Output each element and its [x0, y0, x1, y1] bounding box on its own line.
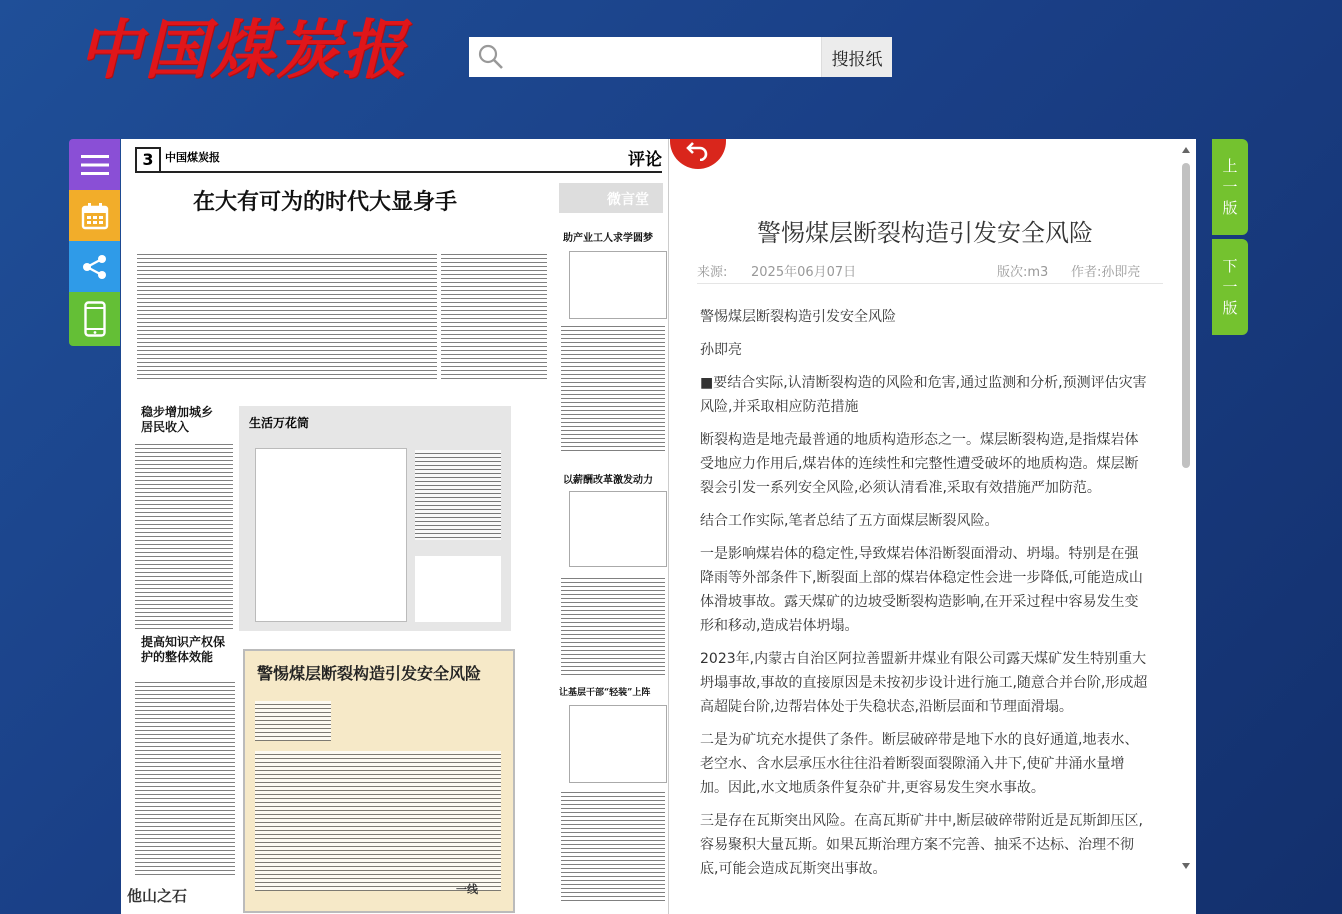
search-button[interactable]: 搜报纸	[821, 37, 892, 77]
article-text-block[interactable]	[137, 251, 437, 381]
highlighted-article[interactable]	[243, 649, 515, 913]
cartoon-illustration	[255, 448, 407, 622]
article-author: 作者:孙即亮	[1071, 265, 1141, 280]
newspaper-logo[interactable]: 中国煤炭报	[78, 13, 408, 88]
article-meta	[697, 261, 1163, 284]
article-title: 警惕煤层断裂构造引发安全风险	[757, 219, 1093, 247]
scroll-up-arrow-icon[interactable]	[1182, 147, 1190, 153]
article-paragraph: 三是存在瓦斯突出风险。在高瓦斯矿井中,断层破碎带附近是瓦斯卸压区,容易聚积大量瓦斯。如果瓦斯治理方案不完善、抽采不达标、治理不彻底,可能会造成瓦斯突出事故。	[700, 813, 1143, 877]
menu-button[interactable]	[69, 139, 120, 190]
mobile-icon	[84, 301, 106, 337]
next-page-button[interactable]	[1212, 239, 1248, 335]
article-text-block[interactable]	[561, 323, 665, 451]
side-article-title[interactable]: 以薪酬改革激发动力	[563, 475, 653, 486]
side-article-title[interactable]: 让基层干部“轻装”上阵	[559, 688, 651, 698]
article-paragraph: 2023年,内蒙古自治区阿拉善盟新井煤业有限公司露天煤矿发生特别重大坍塌事故,事故的直接原因是未按初步设计进行施工,随意合并台阶,形成超高超陡台阶,边帮岩体处于失稳状态,沿断层面和节理面滑塌。	[700, 651, 1148, 715]
back-arrow-icon	[686, 139, 710, 161]
scroll-thumb[interactable]	[1182, 163, 1190, 468]
cartoon-section-title: 生活万花筒	[249, 416, 310, 430]
menu-icon	[81, 153, 109, 177]
footer-tag: 一线	[456, 883, 478, 896]
side-article-title[interactable]: 提高知识产权保护的整体效能	[141, 635, 226, 664]
article-paragraph: 二是为矿坑充水提供了条件。断层破碎带是地下水的良好通道,地表水、老空水、含水层承压水往往沿着断裂面裂隙涌入井下,使矿井涌水量增加。因此,水文地质条件复杂矿井,更容易发生突水事故。	[700, 732, 1139, 796]
article-text-block[interactable]	[561, 575, 665, 675]
search-input[interactable]	[513, 37, 821, 77]
article-text-block	[255, 751, 501, 891]
article-paragraph: 断裂构造是地壳最普通的地质构造形态之一。煤层断裂构造,是指煤岩体受地应力作用后,煤岩体的连续性和完整性遭受破坏的地质构造。煤层断裂会引发一系列安全风险,必须认清看准,采取有效措施严加防范。	[700, 432, 1139, 496]
page-headline[interactable]: 在大有可为的时代大显身手	[193, 189, 458, 215]
cartoon-section[interactable]	[239, 406, 511, 631]
article-scrollbar[interactable]	[1178, 139, 1194, 884]
article-paragraph: 结合工作实际,笔者总结了五方面煤层断裂风险。	[700, 513, 999, 529]
search-bar	[469, 37, 892, 77]
previous-page-label: 版	[1222, 198, 1238, 217]
highlighted-article-title: 警惕煤层断裂构造引发安全风险	[257, 664, 482, 683]
cartoon-illustration	[415, 556, 501, 622]
article-paragraph: ■要结合实际,认清断裂构造的风险和危害,通过监测和分析,预测评估灾害风险,并采取相应防范措施	[700, 375, 1147, 415]
calendar-icon	[81, 202, 109, 230]
previous-page-button[interactable]	[1212, 139, 1248, 235]
footer-column-logo: 他山之石	[127, 887, 188, 905]
article-paragraph: 孙即亮	[700, 342, 742, 358]
newspaper-page-image[interactable]	[121, 139, 669, 914]
share-button[interactable]	[69, 241, 120, 292]
article-source: 来源:	[697, 265, 728, 280]
cartoon-caption	[415, 450, 501, 540]
left-toolbar	[69, 139, 120, 346]
article-body	[700, 305, 1152, 879]
scroll-down-arrow-icon[interactable]	[1182, 863, 1190, 869]
page-header	[135, 147, 662, 173]
article-paragraph: 警惕煤层断裂构造引发安全风险	[700, 309, 896, 325]
previous-page-label: 一	[1222, 177, 1238, 196]
previous-page-label: 上	[1222, 156, 1238, 175]
search-icon	[469, 37, 513, 77]
article-text-block[interactable]	[561, 789, 665, 901]
illustration	[569, 491, 667, 567]
article-page: 版次:m3	[997, 265, 1049, 280]
article-text-block	[255, 701, 331, 741]
side-article-title[interactable]: 稳步增加城乡居民收入	[141, 405, 214, 434]
mobile-button[interactable]	[69, 292, 120, 346]
page-number: 3	[135, 147, 161, 173]
illustration	[569, 705, 667, 783]
next-page-label: 版	[1222, 298, 1238, 317]
side-article-title[interactable]: 助产业工人求学圆梦	[563, 233, 653, 244]
page-brand: 中国煤炭报	[165, 151, 220, 164]
article-text-block[interactable]	[135, 679, 235, 875]
article-paragraph: 一是影响煤岩体的稳定性,导致煤岩体沿断裂面滑动、坍塌。特别是在强降雨等外部条件下,断裂面上部的煤岩体稳定性会进一步降低,可能造成山体滑坡事故。露天煤矿的边坡受断裂构造影响,在开采过程中容易发生变形和移动,造成岩体坍塌。	[700, 546, 1143, 634]
article-text-block[interactable]	[135, 441, 233, 631]
next-page-label: 下	[1222, 256, 1238, 275]
article-text-block[interactable]	[441, 251, 547, 381]
calendar-button[interactable]	[69, 190, 120, 241]
next-page-label: 一	[1222, 277, 1238, 296]
article-panel	[669, 139, 1196, 914]
article-scroll-area[interactable]	[669, 139, 1181, 879]
share-icon	[81, 253, 109, 281]
page-section: 评论	[628, 150, 662, 170]
column-banner: 微言堂	[559, 183, 663, 213]
illustration	[569, 251, 667, 319]
article-date: 2025年06月07日	[751, 265, 857, 280]
